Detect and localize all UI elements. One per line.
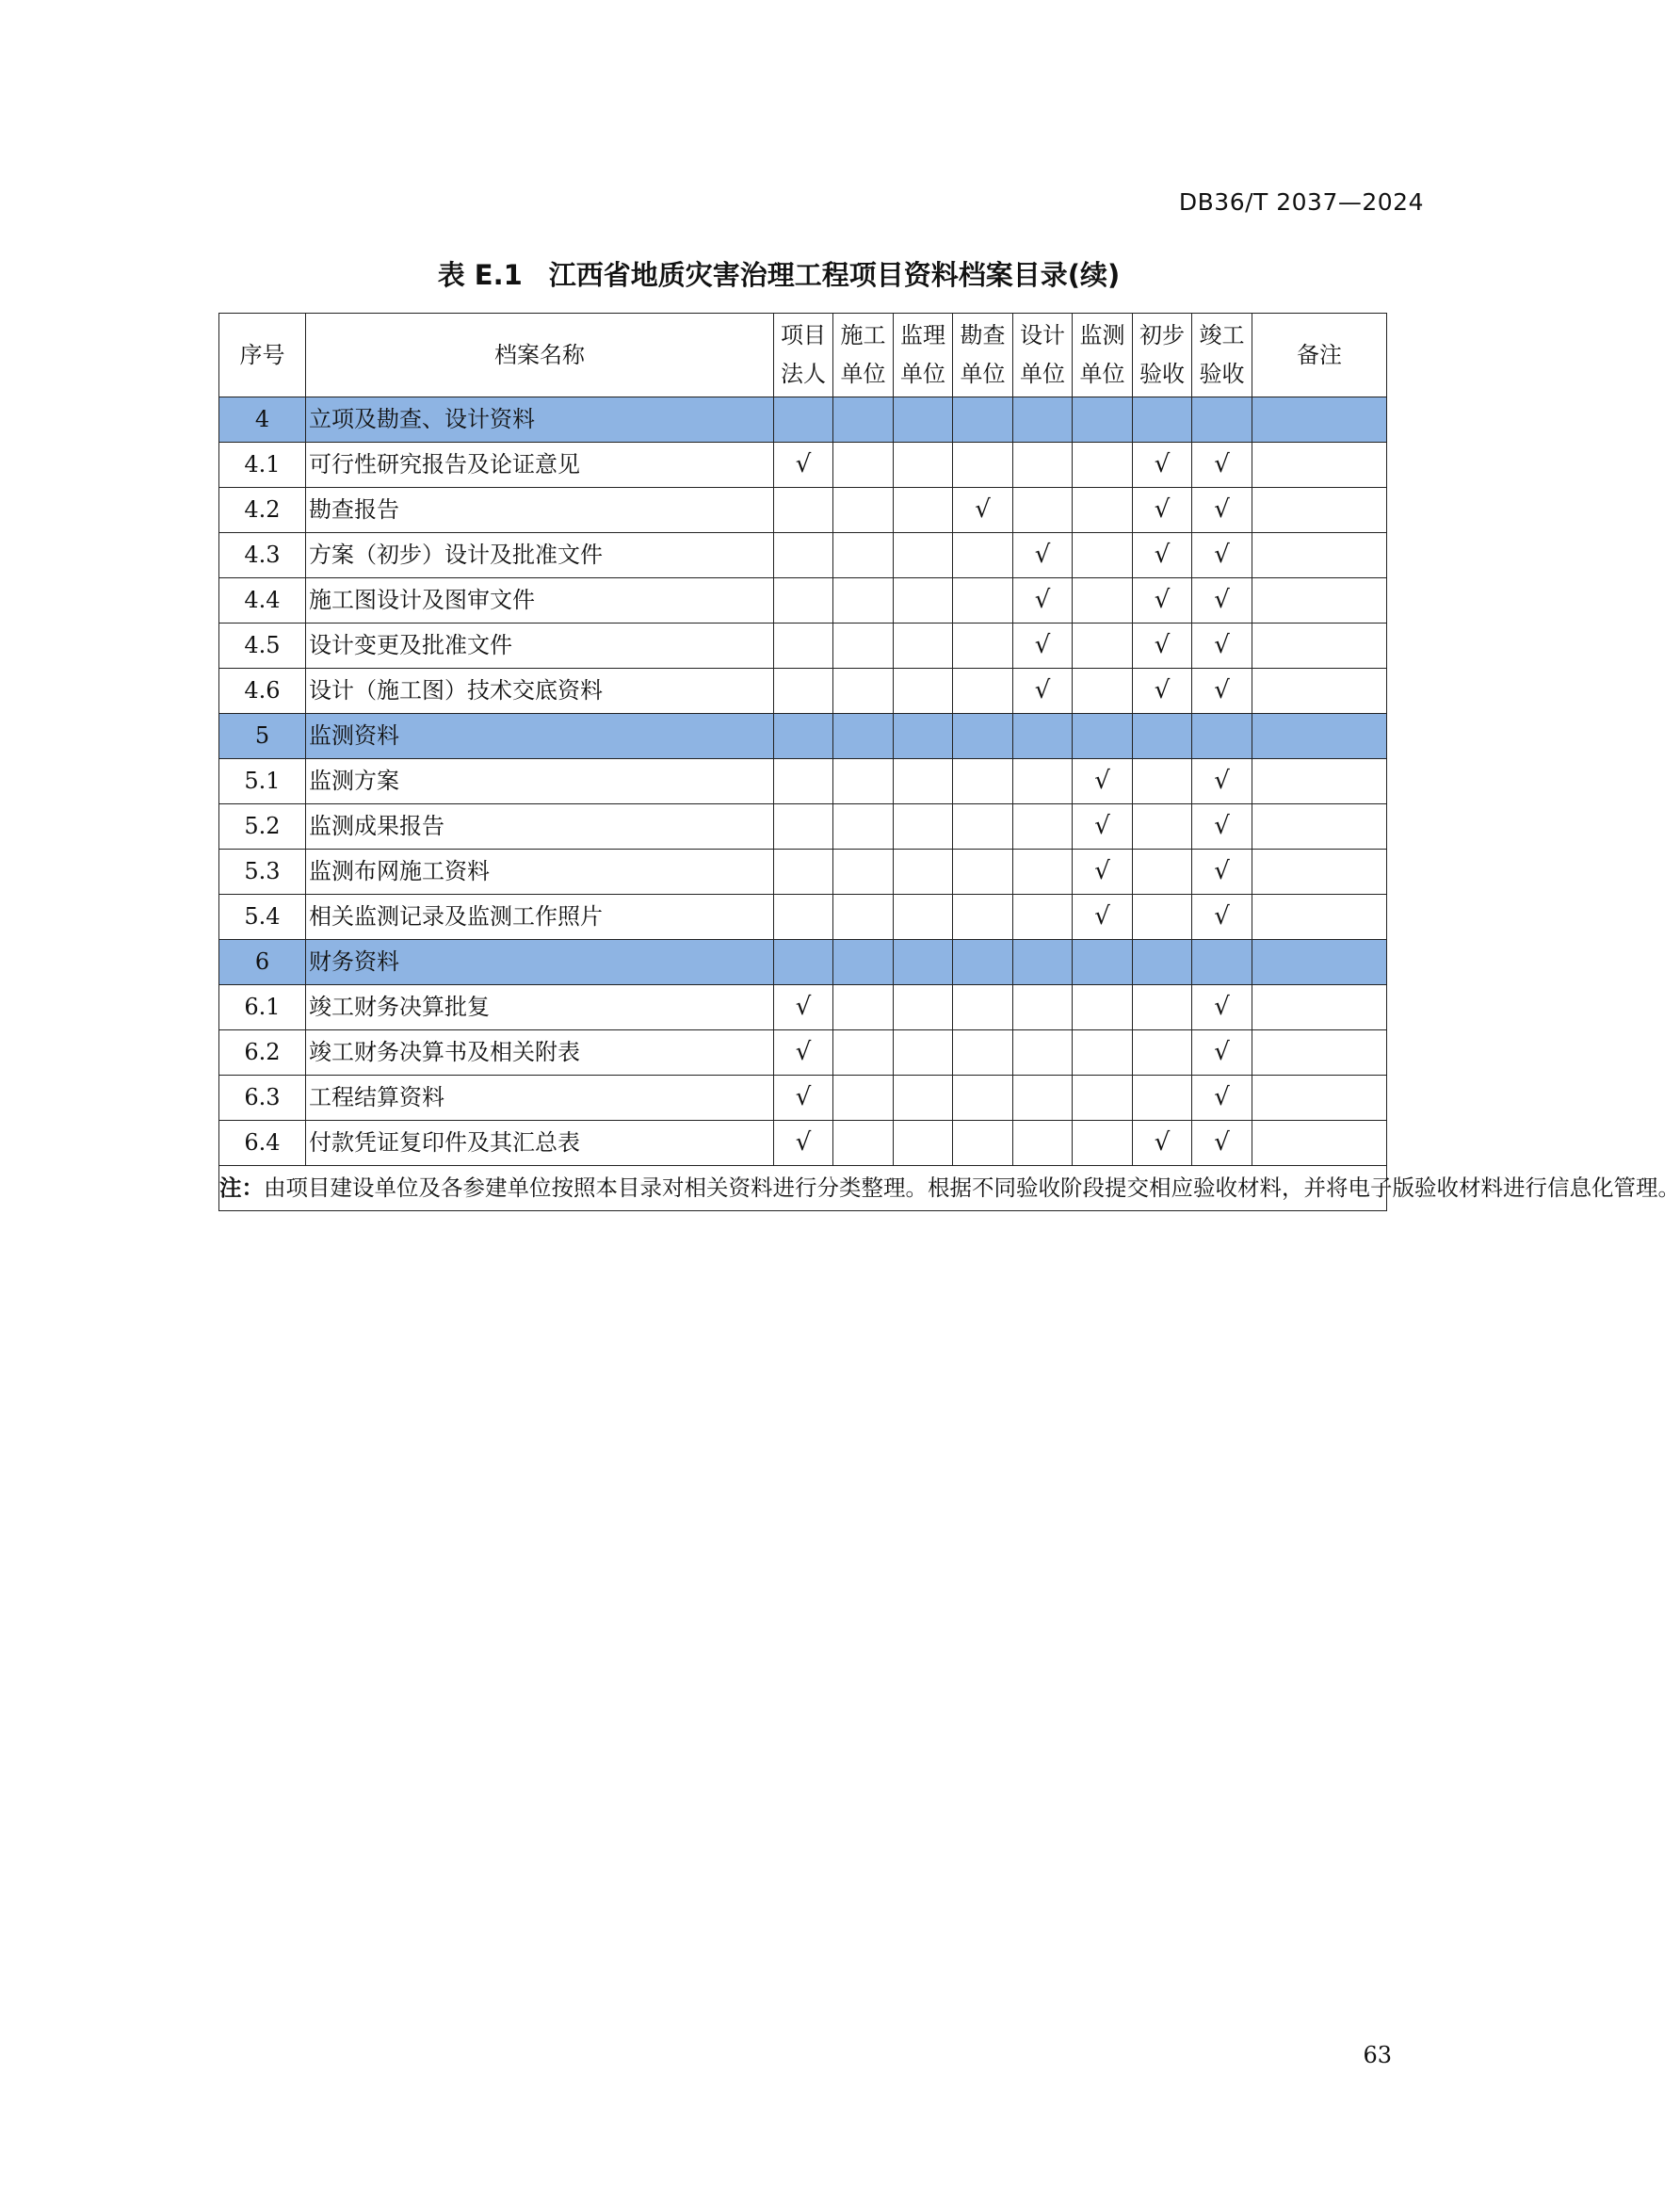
check-mark: √ (1133, 1121, 1192, 1166)
check-cell (833, 488, 894, 533)
check-cell (774, 714, 833, 759)
check-cell (1073, 488, 1133, 533)
check-cell (833, 669, 894, 714)
row-remark (1252, 759, 1387, 804)
row-seq: 4.6 (219, 669, 306, 714)
check-cell (953, 669, 1013, 714)
check-cell (774, 895, 833, 940)
header-col-6 (1133, 314, 1192, 397)
header-remark: 备注 (1252, 314, 1387, 397)
row-name: 方案（初步）设计及批准文件 (306, 533, 774, 578)
check-mark: √ (1192, 488, 1252, 533)
check-cell (1013, 1121, 1073, 1166)
table-row (219, 1076, 1387, 1121)
row-seq: 5.1 (219, 759, 306, 804)
check-cell (774, 624, 833, 669)
check-cell (953, 850, 1013, 895)
check-mark: √ (1192, 850, 1252, 895)
check-cell (1013, 714, 1073, 759)
check-cell (894, 985, 953, 1030)
row-name: 工程结算资料 (306, 1076, 774, 1121)
check-cell (953, 1030, 1013, 1076)
row-name: 设计变更及批准文件 (306, 624, 774, 669)
check-mark: √ (1133, 443, 1192, 488)
check-cell (953, 985, 1013, 1030)
check-mark: √ (1073, 759, 1133, 804)
check-cell (833, 714, 894, 759)
table-row (219, 804, 1387, 850)
check-mark: √ (1192, 669, 1252, 714)
check-cell (833, 850, 894, 895)
header-col-line1: 设计 (1020, 322, 1065, 348)
row-seq: 6.2 (219, 1030, 306, 1076)
row-seq: 6.3 (219, 1076, 306, 1121)
row-name: 施工图设计及图审文件 (306, 578, 774, 624)
header-col-line2: 验收 (1139, 361, 1185, 387)
check-mark: √ (774, 985, 833, 1030)
check-mark: √ (1192, 578, 1252, 624)
check-cell (1013, 985, 1073, 1030)
row-name: 立项及勘查、设计资料 (306, 397, 774, 443)
header-col-3 (953, 314, 1013, 397)
note-row (219, 1166, 1387, 1211)
check-cell (1013, 397, 1073, 443)
check-cell (833, 1030, 894, 1076)
check-cell (833, 1121, 894, 1166)
table-row (219, 624, 1387, 669)
row-seq: 4.5 (219, 624, 306, 669)
check-cell (1013, 850, 1073, 895)
header-col-line2: 单位 (1020, 361, 1065, 387)
check-mark: √ (774, 1121, 833, 1166)
check-cell (1073, 624, 1133, 669)
check-mark: √ (1192, 1030, 1252, 1076)
check-cell (953, 895, 1013, 940)
check-mark: √ (1133, 488, 1192, 533)
header-col-line1: 初步 (1139, 322, 1185, 348)
row-seq: 5.4 (219, 895, 306, 940)
table-note (219, 1166, 1680, 1211)
row-remark (1252, 714, 1387, 759)
table-row (219, 985, 1387, 1030)
row-seq: 6.4 (219, 1121, 306, 1166)
table-row (219, 759, 1387, 804)
header-name: 档案名称 (306, 314, 774, 397)
check-cell (1013, 804, 1073, 850)
check-cell (1073, 1076, 1133, 1121)
table-row (219, 488, 1387, 533)
table-row (219, 895, 1387, 940)
check-cell (774, 578, 833, 624)
check-cell (774, 488, 833, 533)
check-cell (1013, 488, 1073, 533)
header-col-line2: 验收 (1199, 361, 1245, 387)
table-row (219, 850, 1387, 895)
row-name: 监测布网施工资料 (306, 850, 774, 895)
check-mark: √ (1013, 578, 1073, 624)
row-seq: 4.2 (219, 488, 306, 533)
row-seq: 5.2 (219, 804, 306, 850)
table-row (219, 1030, 1387, 1076)
row-remark (1252, 669, 1387, 714)
archive-catalog-table (218, 313, 1680, 1211)
header-col-4 (1013, 314, 1073, 397)
row-remark (1252, 488, 1387, 533)
row-name: 监测方案 (306, 759, 774, 804)
check-cell (1192, 940, 1252, 985)
check-cell (1073, 985, 1133, 1030)
check-cell (833, 1076, 894, 1121)
check-cell (833, 578, 894, 624)
check-cell (953, 804, 1013, 850)
check-cell (1133, 804, 1192, 850)
table-row (219, 443, 1387, 488)
row-remark (1252, 1076, 1387, 1121)
check-cell (833, 804, 894, 850)
table-row (219, 578, 1387, 624)
row-seq: 5 (219, 714, 306, 759)
row-name: 相关监测记录及监测工作照片 (306, 895, 774, 940)
row-remark (1252, 1121, 1387, 1166)
check-cell (894, 759, 953, 804)
header-col-0 (774, 314, 833, 397)
check-cell (1013, 1030, 1073, 1076)
check-cell (953, 1076, 1013, 1121)
header-col-5 (1073, 314, 1133, 397)
row-remark (1252, 985, 1387, 1030)
check-cell (1013, 940, 1073, 985)
check-mark: √ (774, 443, 833, 488)
check-mark: √ (1133, 669, 1192, 714)
check-cell (953, 940, 1013, 985)
check-mark: √ (1192, 1076, 1252, 1121)
check-cell (1133, 714, 1192, 759)
check-cell (894, 624, 953, 669)
check-cell (1073, 397, 1133, 443)
check-cell (894, 895, 953, 940)
check-cell (774, 850, 833, 895)
check-cell (1073, 1030, 1133, 1076)
check-cell (774, 533, 833, 578)
check-cell (1073, 940, 1133, 985)
row-name: 竣工财务决算书及相关附表 (306, 1030, 774, 1076)
check-cell (894, 1121, 953, 1166)
table-caption: 江西省地质灾害治理工程项目资料档案目录(续) (548, 259, 1121, 291)
note-label: 注： (219, 1174, 264, 1201)
row-remark (1252, 895, 1387, 940)
table-row (219, 669, 1387, 714)
check-mark: √ (1192, 533, 1252, 578)
row-remark (1252, 443, 1387, 488)
header-col-line1: 施工 (840, 322, 886, 348)
check-cell (1133, 1030, 1192, 1076)
check-cell (774, 397, 833, 443)
check-cell (1073, 443, 1133, 488)
check-mark: √ (1192, 895, 1252, 940)
document-code: DB36/T 2037—2024 (1178, 188, 1424, 216)
check-cell (1073, 714, 1133, 759)
check-cell (774, 669, 833, 714)
check-mark: √ (1013, 533, 1073, 578)
row-name: 设计（施工图）技术交底资料 (306, 669, 774, 714)
check-cell (894, 714, 953, 759)
check-cell (953, 714, 1013, 759)
check-cell (774, 759, 833, 804)
check-cell (1133, 940, 1192, 985)
section-row (219, 940, 1387, 985)
header-col-line2: 单位 (840, 361, 886, 387)
check-cell (953, 624, 1013, 669)
table-title (0, 254, 1558, 293)
check-cell (833, 397, 894, 443)
check-cell (1133, 759, 1192, 804)
check-cell (833, 985, 894, 1030)
check-cell (1073, 1121, 1133, 1166)
check-cell (1133, 1076, 1192, 1121)
table-number: 表 E.1 (437, 259, 523, 291)
check-cell (894, 397, 953, 443)
check-cell (1133, 397, 1192, 443)
row-remark (1252, 578, 1387, 624)
check-cell (1073, 669, 1133, 714)
check-mark: √ (1013, 624, 1073, 669)
check-cell (833, 624, 894, 669)
header-col-line1: 项目 (781, 322, 826, 348)
section-row (219, 714, 1387, 759)
header-col-line2: 法人 (781, 361, 826, 387)
check-cell (1013, 759, 1073, 804)
header-col-line2: 单位 (960, 361, 1006, 387)
check-mark: √ (1192, 759, 1252, 804)
row-seq: 4.1 (219, 443, 306, 488)
row-remark (1252, 533, 1387, 578)
check-cell (894, 533, 953, 578)
row-seq: 4 (219, 397, 306, 443)
check-cell (1133, 895, 1192, 940)
table-row (219, 533, 1387, 578)
page-number: 63 (1363, 2042, 1392, 2068)
check-cell (833, 759, 894, 804)
check-cell (953, 1121, 1013, 1166)
row-remark (1252, 624, 1387, 669)
check-mark: √ (1073, 850, 1133, 895)
row-remark (1252, 1030, 1387, 1076)
check-cell (833, 940, 894, 985)
header-row (219, 314, 1387, 397)
check-cell (894, 578, 953, 624)
header-seq: 序号 (219, 314, 306, 397)
check-cell (894, 940, 953, 985)
check-mark: √ (1192, 1121, 1252, 1166)
table-row (219, 1121, 1387, 1166)
check-mark: √ (1192, 624, 1252, 669)
section-row (219, 397, 1387, 443)
header-col-line1: 监测 (1079, 322, 1125, 348)
header-col-line2: 单位 (900, 361, 945, 387)
check-mark: √ (1192, 985, 1252, 1030)
check-cell (894, 804, 953, 850)
header-col-line1: 监理 (900, 322, 945, 348)
check-cell (894, 850, 953, 895)
check-mark: √ (1133, 624, 1192, 669)
check-cell (833, 895, 894, 940)
check-cell (953, 443, 1013, 488)
check-cell (833, 533, 894, 578)
row-seq: 6 (219, 940, 306, 985)
header-col-line1: 勘查 (960, 322, 1006, 348)
check-cell (774, 804, 833, 850)
check-mark: √ (1073, 895, 1133, 940)
check-mark: √ (1192, 443, 1252, 488)
check-cell (774, 940, 833, 985)
check-cell (894, 1030, 953, 1076)
header-col-2 (894, 314, 953, 397)
check-cell (894, 1076, 953, 1121)
row-remark (1252, 940, 1387, 985)
row-name: 监测资料 (306, 714, 774, 759)
check-cell (1073, 578, 1133, 624)
header-col-line1: 竣工 (1199, 322, 1245, 348)
check-cell (1133, 850, 1192, 895)
header-col-7 (1192, 314, 1252, 397)
check-mark: √ (953, 488, 1013, 533)
row-seq: 6.1 (219, 985, 306, 1030)
row-remark (1252, 804, 1387, 850)
check-cell (894, 443, 953, 488)
row-name: 竣工财务决算批复 (306, 985, 774, 1030)
row-seq: 4.4 (219, 578, 306, 624)
row-remark (1252, 397, 1387, 443)
header-col-line2: 单位 (1079, 361, 1125, 387)
row-name: 付款凭证复印件及其汇总表 (306, 1121, 774, 1166)
check-cell (1192, 397, 1252, 443)
check-mark: √ (1133, 533, 1192, 578)
check-cell (894, 669, 953, 714)
note-text: 由项目建设单位及各参建单位按照本目录对相关资料进行分类整理。根据不同验收阶段提交相应验收材料，并将电子版验收材料进行信息化管理。 (264, 1174, 1680, 1201)
row-name: 可行性研究报告及论证意见 (306, 443, 774, 488)
check-cell (833, 443, 894, 488)
check-mark: √ (774, 1030, 833, 1076)
check-cell (953, 397, 1013, 443)
check-mark: √ (1013, 669, 1073, 714)
row-remark (1252, 850, 1387, 895)
check-mark: √ (1192, 804, 1252, 850)
check-cell (953, 759, 1013, 804)
row-name: 财务资料 (306, 940, 774, 985)
check-mark: √ (774, 1076, 833, 1121)
check-cell (1013, 895, 1073, 940)
row-seq: 5.3 (219, 850, 306, 895)
check-cell (1073, 533, 1133, 578)
check-cell (953, 578, 1013, 624)
check-mark: √ (1073, 804, 1133, 850)
check-cell (1133, 985, 1192, 1030)
check-cell (953, 533, 1013, 578)
row-seq: 4.3 (219, 533, 306, 578)
check-cell (1192, 714, 1252, 759)
check-cell (894, 488, 953, 533)
check-cell (1013, 443, 1073, 488)
header-col-1 (833, 314, 894, 397)
check-mark: √ (1133, 578, 1192, 624)
row-name: 监测成果报告 (306, 804, 774, 850)
check-cell (1013, 1076, 1073, 1121)
row-name: 勘查报告 (306, 488, 774, 533)
